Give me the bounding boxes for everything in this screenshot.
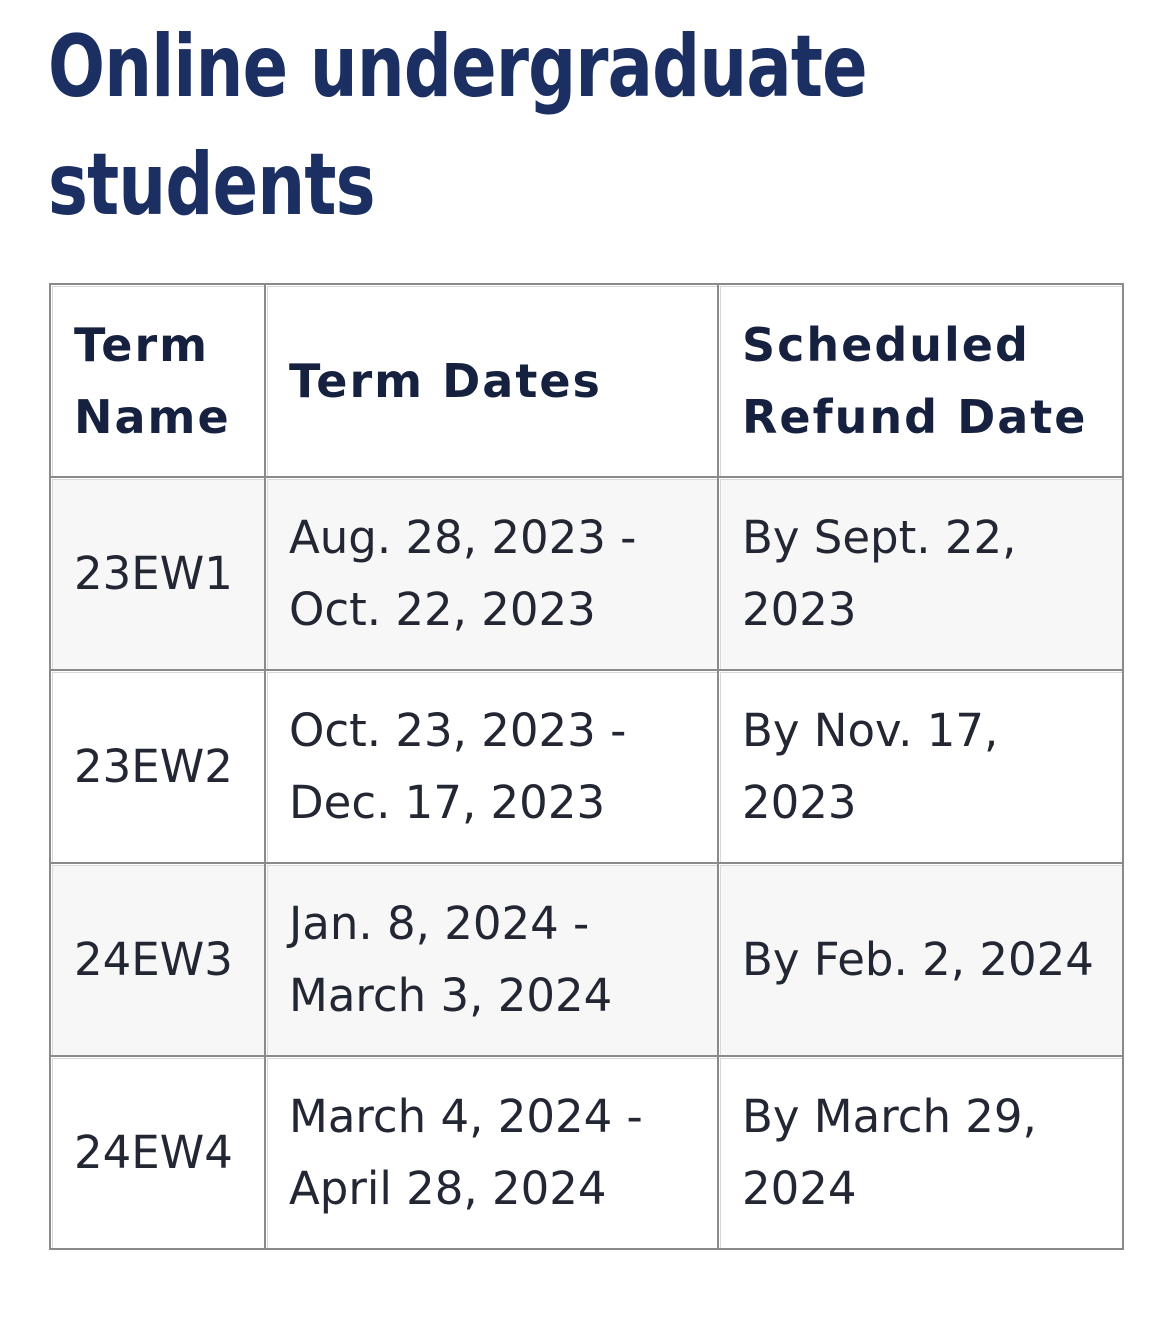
table-row <box>51 478 1124 671</box>
page-title-line1: Online undergraduate <box>48 17 867 117</box>
table-row <box>51 671 1124 864</box>
term-name-cell <box>51 1057 266 1250</box>
header-refund-date-line2: Refund Date <box>742 389 1088 444</box>
header-term-name-line2: Name <box>74 389 231 444</box>
refund-date-line1: By Nov. 17, <box>742 703 999 757</box>
refund-date-line2: 2023 <box>742 775 857 829</box>
term-dates-start: March 4, 2024 - <box>289 1089 643 1143</box>
term-dates-cell <box>266 671 719 864</box>
term-dates-cell <box>266 478 719 671</box>
refund-date-line2: 2024 <box>742 1161 857 1215</box>
header-term-dates <box>266 285 719 478</box>
term-name-cell <box>51 478 266 671</box>
term-dates-start: Jan. 8, 2024 - <box>289 896 590 950</box>
header-term-name <box>51 285 266 478</box>
term-dates-end: March 3, 2024 <box>289 968 613 1022</box>
term-name-cell <box>51 864 266 1057</box>
header-refund-date-line1: Scheduled <box>742 317 1030 372</box>
term-dates-end: April 28, 2024 <box>289 1161 607 1215</box>
refund-date-cell <box>719 478 1124 671</box>
refund-date-cell <box>719 1057 1124 1250</box>
term-name: 23EW2 <box>74 739 233 793</box>
refund-date-line1: By March 29, <box>742 1089 1037 1143</box>
table-row <box>51 864 1124 1057</box>
term-dates-start: Aug. 28, 2023 - <box>289 510 637 564</box>
refund-date-cell <box>719 671 1124 864</box>
refund-schedule-table <box>49 283 1124 1250</box>
term-name: 24EW3 <box>74 932 233 986</box>
refund-date-line1: By Sept. 22, <box>742 510 1017 564</box>
refund-date-line1: By Feb. 2, 2024 <box>742 932 1094 986</box>
term-dates-end: Oct. 22, 2023 <box>289 582 596 636</box>
refund-date-line2: 2023 <box>742 582 857 636</box>
table-header-row <box>51 285 1124 478</box>
term-name-cell <box>51 671 266 864</box>
term-dates-start: Oct. 23, 2023 - <box>289 703 627 757</box>
page-title-line2: students <box>48 135 375 235</box>
table-row <box>51 1057 1124 1250</box>
term-name: 23EW1 <box>74 546 233 600</box>
term-dates-cell <box>266 864 719 1057</box>
page-title <box>48 8 890 244</box>
refund-date-cell <box>719 864 1124 1057</box>
header-term-dates-label: Term Dates <box>289 353 602 408</box>
term-dates-end: Dec. 17, 2023 <box>289 775 606 829</box>
header-refund-date <box>719 285 1124 478</box>
term-name: 24EW4 <box>74 1125 233 1179</box>
header-term-name-line1: Term <box>74 317 210 372</box>
term-dates-cell <box>266 1057 719 1250</box>
